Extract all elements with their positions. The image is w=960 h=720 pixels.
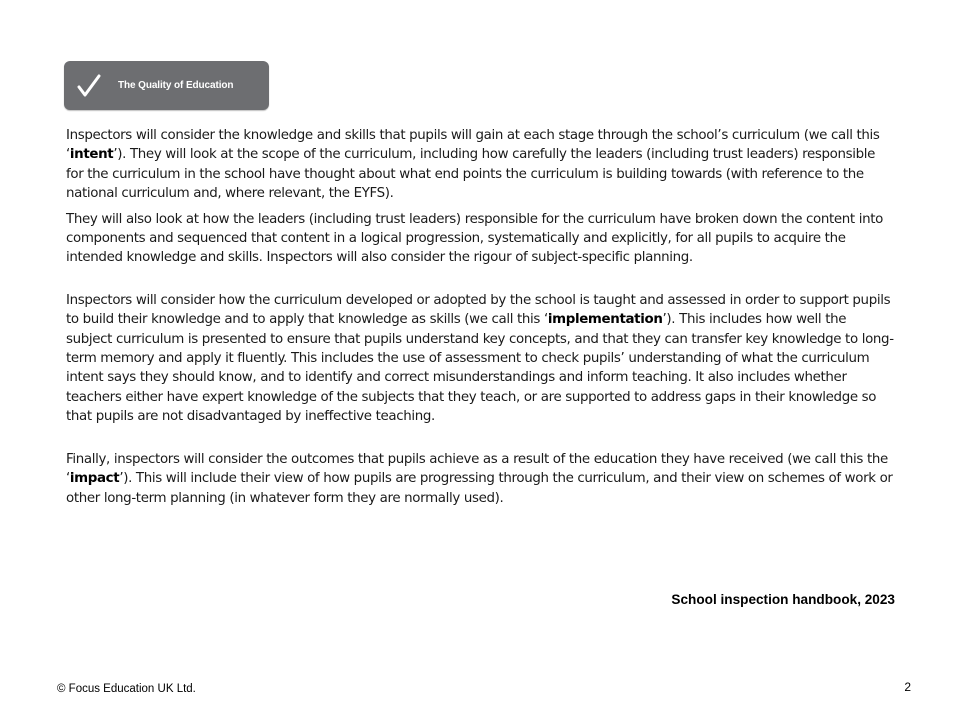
- paragraph-impact: [66, 450, 896, 508]
- page-number: 2: [904, 680, 911, 694]
- paragraph-text: ’). They will look at the scope of the curriculum, including how carefully the leaders (including trust leaders) responsible for the curriculum in the school have thought about what end points the curriculum is building towards (with reference to the national curriculum and, where relevant, the EYFS).: [66, 147, 876, 202]
- keyword-impact: impact: [69, 471, 120, 487]
- checkmark-icon: [64, 61, 114, 110]
- copyright-notice: © Focus Education UK Ltd.: [57, 683, 196, 695]
- paragraph-text: Inspectors will consider how the curriculum developed or adopted by the school is taught and assessed in order to support pupils to build their knowledge and to apply that knowledge as skills (we call this ‘: [66, 292, 891, 328]
- paragraph-implementation: [66, 291, 896, 427]
- body-text: [66, 126, 896, 508]
- badge-label: The Quality of Education: [118, 80, 234, 91]
- paragraph-text: Finally, inspectors will consider the outcomes that pupils achieve as a result of the education they have received (we call this the ‘: [66, 451, 888, 487]
- source-citation: School inspection handbook, 2023: [671, 592, 895, 607]
- keyword-implementation: implementation: [547, 312, 663, 328]
- quality-of-education-badge: [64, 61, 269, 110]
- paragraph-intent: [66, 126, 896, 204]
- keyword-intent: intent: [69, 147, 114, 163]
- paragraph-text: ’). This includes how well the subject curriculum is presented to ensure that pupils understand key concepts, and that they can transfer key knowledge to long-term memory and apply it fluently. This includes the use of assessment to check pupils’ understanding of what the curriculum intent says they should know, and to identify and correct misunderstandings and inform teaching. It also includes whether teachers either have expert knowledge of the subjects that they teach, or are supported to address gaps in their knowledge so that pupils are not disadvantaged by ineffective teaching.: [66, 312, 894, 425]
- paragraph-sequencing: They will also look at how the leaders (including trust leaders) responsible for the curriculum have broken down the content into components and sequenced that content in a logical progression, systematically and explicitly, for all pupils to acquire the intended knowledge and skills. Inspectors will also consider the rigour of subject-specific planning.: [66, 211, 883, 266]
- paragraph-text: Inspectors will consider the knowledge and skills that pupils will gain at each stage through the school’s curriculum (we call this ‘: [66, 128, 880, 163]
- paragraph-text: ’). This will include their view of how pupils are progressing through the curriculum, and their view on schemes of work or other long-term planning (in whatever form they are normally used).: [66, 471, 893, 506]
